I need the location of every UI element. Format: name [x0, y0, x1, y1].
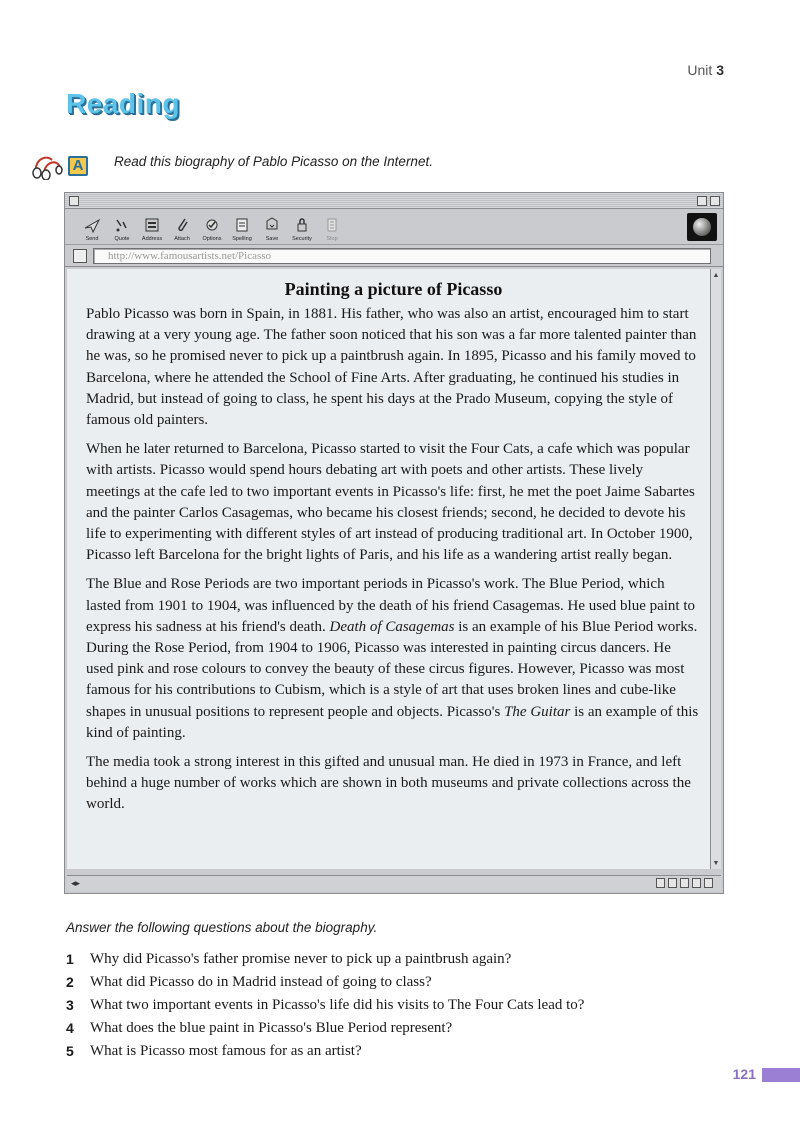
article-paragraph-2: When he later returned to Barcelona, Picasso started to visit the Four Cats, a cafe which was popular with artists. Picasso would spend hours debating art with poets and other artists. These lively meetings at the cafe led to two important events in Picasso's life: first, he met the poet Jaime Sabartes and the painter Carlos Casagemas, who became his closest friends; second, he decided to devote his life to experimenting with different styles of art instead of producing traditional art. In October 1900, Picasso left Barcelona for the bright lights of Paris, and his life as a wandering artist really began.: [86, 441, 695, 564]
question-text: What two important events in Picasso's life did his visits to The Four Cats lead to?: [90, 997, 585, 1013]
page-tab: [762, 1068, 800, 1082]
p3-part-c: is an example of his Blue Period works. During the Rose Period, from 1904 to 1906, Picasso was interested in painting circus dancers. He used pink and rose colours to convey the beauty of these circus figures. However, Picasso was most famous for his contributions to Cubism, which is a style of art that uses broken lines and cube-like shapes in unusual positions to represent people and objects. Picasso's: [86, 618, 698, 720]
questions-intro: Answer the following questions about the biography.: [66, 920, 378, 935]
status-icon-3[interactable]: [680, 878, 689, 888]
question-item: [66, 948, 584, 971]
security-label: Security: [292, 236, 312, 242]
question-item: [66, 971, 584, 994]
question-text: Why did Picasso's father promise never to pick up a paintbrush again?: [90, 951, 512, 967]
status-icon-1[interactable]: [656, 878, 665, 888]
artwork-title-death-of-casagemas: Death of Casagemas: [329, 618, 455, 635]
options-button[interactable]: [197, 216, 227, 244]
article-title: Painting a picture of Picasso: [284, 279, 503, 299]
article-paragraph-1: Pablo Picasso was born in Spain, in 1881. His father, who was also an artist, encouraged him to start drawing at a very young age. The father soon noticed that his son was a far more talented painter than he was, so he promised never to pick up a paintbrush again. In 1895, Picasso and his family moved to Barcelona, where he attended the School of Fine Arts. After graduating, he continued his studies in Madrid, but instead of going to class, he spent his days at the Prado Museum, copying the style of famous old painters.: [86, 306, 697, 429]
article-paragraph-3: [86, 574, 701, 744]
p3-part-a: The Blue and Rose Periods are two important periods in Picasso's work. The Blue Period, which lasted from 1901 to 1904, was influenced by the death of his friend Casagemas. He used blue paint to express his sadness at his friend's death.: [86, 576, 696, 635]
url-input[interactable]: http://www.famousartists.net/Picasso: [93, 248, 711, 264]
question-text: What did Picasso do in Madrid instead of going to class?: [90, 974, 432, 990]
browser-window: [64, 192, 724, 894]
page-number: 121: [732, 1066, 756, 1082]
stop-icon: [323, 216, 341, 234]
article-paragraph-4: The media took a strong interest in this gifted and unusual man. He died in 1973 in France, and left behind a huge number of works which are shown in both museums and private collections across the world.: [86, 754, 691, 813]
spelling-label: Spelling: [232, 236, 252, 242]
exercise-badge: A: [68, 156, 88, 176]
headphones-icon[interactable]: [30, 152, 64, 180]
address-bar: [65, 245, 723, 267]
article-content: [67, 269, 711, 869]
question-number: 3: [66, 997, 74, 1013]
p3-part-e: is an example of this kind of painting.: [86, 703, 699, 741]
zoom-box-icon[interactable]: [697, 196, 707, 206]
options-label: Options: [202, 236, 222, 242]
scroll-up-icon[interactable]: ▲: [712, 271, 720, 279]
spelling-button[interactable]: [227, 216, 257, 244]
send-button[interactable]: [77, 216, 107, 244]
unit-number: 3: [716, 62, 724, 78]
attach-button[interactable]: [167, 216, 197, 244]
scroll-down-icon[interactable]: ▼: [712, 859, 720, 867]
lock-icon: [293, 216, 311, 234]
question-number: 1: [66, 951, 74, 967]
send-icon: [83, 216, 101, 234]
globe-icon: [687, 213, 717, 241]
save-label: Save: [265, 236, 279, 242]
save-button[interactable]: [257, 216, 287, 244]
close-box-icon[interactable]: [69, 196, 79, 206]
page-icon[interactable]: [73, 249, 87, 263]
security-button[interactable]: [287, 216, 317, 244]
instruction-text: Read this biography of Pablo Picasso on the Internet.: [114, 154, 433, 169]
section-title: Reading: [66, 88, 180, 119]
stop-button[interactable]: [317, 216, 347, 244]
quote-icon: [113, 216, 131, 234]
collapse-box-icon[interactable]: [710, 196, 720, 206]
address-button[interactable]: [137, 216, 167, 244]
question-text: What does the blue paint in Picasso's Blue Period represent?: [90, 1020, 453, 1036]
question-item: [66, 1017, 584, 1040]
paperclip-icon: [173, 216, 191, 234]
browser-toolbar: [65, 209, 723, 245]
status-icons: [656, 878, 713, 888]
unit-label: [687, 62, 724, 78]
status-icon-2[interactable]: [668, 878, 677, 888]
question-item: [66, 1040, 584, 1063]
save-icon: [263, 216, 281, 234]
status-icon-5[interactable]: [704, 878, 713, 888]
stop-label: Stop: [326, 236, 338, 242]
status-bar: [67, 875, 721, 891]
spelling-icon: [233, 216, 251, 234]
unit-word: Unit: [687, 62, 713, 78]
status-icon-4[interactable]: [692, 878, 701, 888]
question-item: [66, 994, 584, 1017]
address-book-icon: [143, 216, 161, 234]
quote-label: Quote: [114, 236, 130, 242]
quote-button[interactable]: [107, 216, 137, 244]
address-label: Address: [141, 236, 163, 242]
question-number: 5: [66, 1043, 74, 1059]
artwork-title-the-guitar: The Guitar: [504, 703, 571, 720]
question-list: [66, 948, 584, 1063]
exercise-a-instruction: [30, 152, 433, 180]
question-number: 4: [66, 1020, 74, 1036]
attach-label: Attach: [174, 236, 190, 242]
window-titlebar[interactable]: [65, 193, 723, 209]
question-number: 2: [66, 974, 74, 990]
question-text: What is Picasso most famous for as an artist?: [90, 1043, 362, 1059]
options-icon: [203, 216, 221, 234]
send-label: Send: [85, 236, 99, 242]
progress-icon: ◂▸: [71, 878, 81, 888]
vertical-scrollbar[interactable]: [710, 269, 721, 869]
